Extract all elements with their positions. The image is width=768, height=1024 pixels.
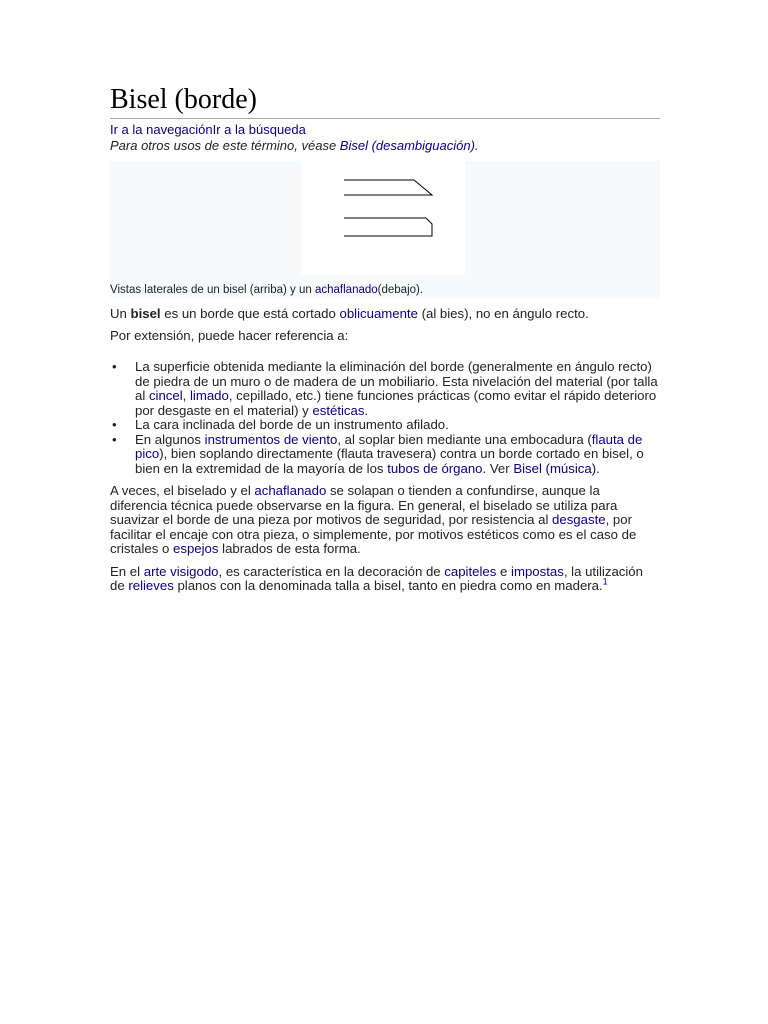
caption-achaflanado-link[interactable]: achaflanado xyxy=(314,284,378,296)
bevel-diagram-svg xyxy=(302,161,465,275)
limado-link[interactable]: limado xyxy=(189,388,229,403)
biselado-paragraph xyxy=(110,484,660,557)
reference-1-link[interactable]: 1 xyxy=(602,576,608,587)
paragraph-text: , la utilización de xyxy=(110,563,643,593)
caption-suffix: (debajo). xyxy=(377,284,424,296)
list-text: ), bien soplando directamente (flauta travesera) contra un borde cortado en bisel, o bien en la extremidad de la mayoría de los xyxy=(135,446,644,476)
bevel-chamfer-diagram[interactable] xyxy=(302,161,465,275)
list-text: , al soplar bien mediante una embocadura ( xyxy=(337,431,592,447)
esteticas-link[interactable]: estéticas xyxy=(312,402,365,418)
disambiguation-link[interactable]: Bisel (desambiguación) xyxy=(339,138,475,153)
article xyxy=(110,84,660,594)
achaflanado-link[interactable]: achaflanado xyxy=(254,483,327,498)
bullet: • xyxy=(112,359,117,374)
cincel-link[interactable]: cincel xyxy=(148,388,183,403)
paragraph-text: e xyxy=(496,563,512,579)
flauta-de-pico-link[interactable]: flauta de pico xyxy=(135,431,643,461)
oblicuamente-link[interactable]: oblicuamente xyxy=(339,306,418,321)
list-text: En algunos xyxy=(135,431,205,447)
skip-search-link[interactable]: Ir a la búsqueda xyxy=(212,122,306,137)
desgaste-link[interactable]: desgaste xyxy=(552,512,606,527)
list-item xyxy=(110,360,660,418)
capiteles-link[interactable]: capiteles xyxy=(444,563,497,579)
list-item xyxy=(110,418,660,433)
bullet: • xyxy=(112,417,117,432)
relieves-link[interactable]: relieves xyxy=(128,578,174,593)
paragraph-text: A veces, el biselado y el xyxy=(110,483,255,498)
list-text: . Ver xyxy=(482,460,514,476)
intro-text: (al bies), no en ángulo recto. xyxy=(417,306,589,321)
skip-nav-link[interactable]: Ir a la navegación xyxy=(110,122,213,137)
list-item xyxy=(110,433,660,477)
paragraph-text: labrados de esta forma. xyxy=(218,541,361,556)
figure-caption xyxy=(110,283,423,297)
page-title: Bisel (borde) xyxy=(110,84,660,119)
intro-text: Un xyxy=(110,306,131,321)
hatnote xyxy=(110,138,660,154)
bevel-profile xyxy=(344,180,432,195)
skip-links xyxy=(110,122,660,138)
list-text: , xyxy=(182,388,190,403)
instrumentos-de-viento-link[interactable]: instrumentos de viento xyxy=(204,431,338,447)
hatnote-suffix: . xyxy=(474,138,479,153)
list-text: La superficie obtenida mediante la eliminación del borde (generalmente en ángulo recto) de piedra de un muro o de madera de un mobiliario. Esta nivelación del material (por talla al xyxy=(135,359,658,403)
tubos-de-organo-link[interactable]: tubos de órgano xyxy=(387,460,483,476)
meanings-list xyxy=(110,360,660,476)
intro-paragraph xyxy=(110,307,660,322)
intro-text: es un borde que está cortado xyxy=(160,306,340,321)
caption-prefix: Vistas laterales de un bisel (arriba) y un xyxy=(110,284,315,296)
chamfer-profile xyxy=(344,218,432,236)
hatnote-prefix: Para otros usos de este término, véase xyxy=(110,138,340,153)
paragraph-text: , es característica en la decoración de xyxy=(218,563,445,579)
figure xyxy=(110,161,660,298)
extension-paragraph: Por extensión, puede hacer referencia a: xyxy=(110,327,349,343)
paragraph-text: En el xyxy=(110,563,144,579)
paragraph-text: planos con la denominada talla a bisel, tanto en piedra como en madera. xyxy=(173,578,603,593)
paragraph-text: se solapan o tienden a confundirse, aunque la diferencia técnica puede observarse en la figura. En general, el biselado se utiliza para suavizar el borde de una pieza por motivos de seguridad, por resistencia al xyxy=(110,483,618,527)
espejos-link[interactable]: espejos xyxy=(173,541,219,556)
impostas-link[interactable]: impostas xyxy=(511,563,564,579)
bullet: • xyxy=(112,431,117,447)
bisel-musica-link[interactable]: Bisel (música) xyxy=(513,460,597,476)
paragraph-text: , por facilitar el encaje con otra pieza, o simplemente, por motivos estéticos como es el caso de cristales o xyxy=(110,512,637,556)
list-text: . xyxy=(596,460,600,476)
intro-bold-term: bisel xyxy=(130,306,161,321)
list-text: , cepillado, etc.) tiene funciones prácticas (como evitar el rápido deterioro por desgaste en el material) y xyxy=(135,388,657,418)
list-text: . xyxy=(364,402,369,418)
arte-visigodo-link[interactable]: arte visigodo xyxy=(143,563,219,579)
list-text: La cara inclinada del borde de un instrumento afilado. xyxy=(135,417,449,432)
visigodo-paragraph xyxy=(110,565,660,594)
